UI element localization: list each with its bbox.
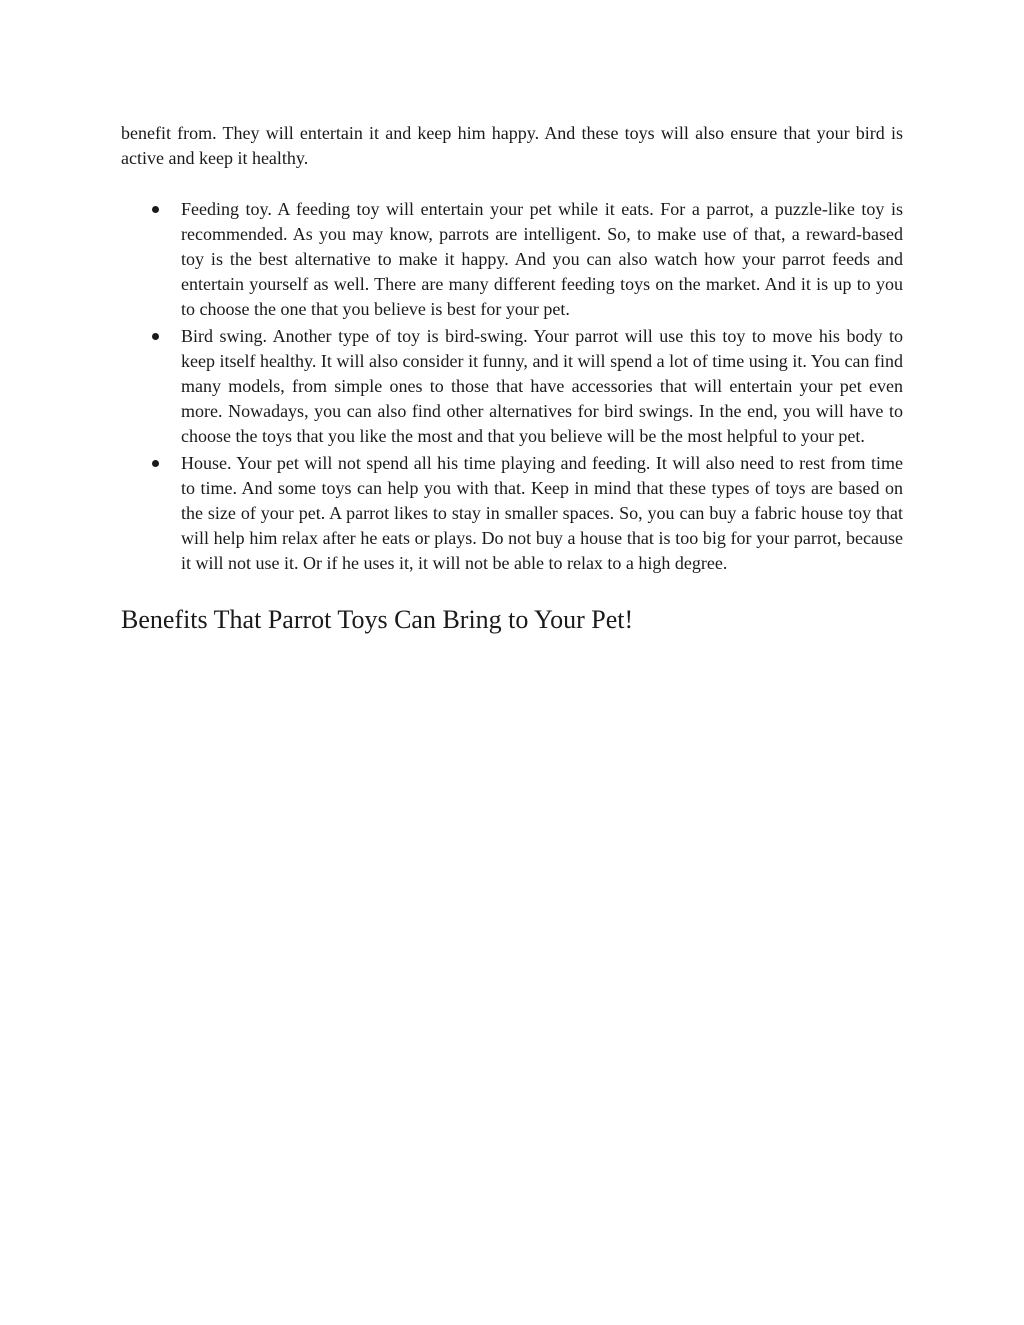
bullet-icon: [152, 206, 159, 213]
list-item-house: [121, 451, 903, 576]
list-item-text: Feeding toy. A feeding toy will entertain your pet while it eats. For a parrot, a puzzle-like toy is recommended. As you may know, parrots are intelligent. So, to make use of that, a reward-based toy is the best alternative to make it happy. And you can also watch how your parrot feeds and entertain yourself as well. There are many different feeding toys on the market. And it is up to you to choose the one that you believe is best for your pet.: [181, 199, 903, 319]
bullet-icon: [152, 460, 159, 467]
bullet-icon: [152, 333, 159, 340]
list-item-text: House. Your pet will not spend all his time playing and feeding. It will also need to rest from time to time. And some toys can help you with that. Keep in mind that these types of toys are based on the size of your pet. A parrot likes to stay in smaller spaces. So, you can buy a fabric house toy that will help him relax after he eats or plays. Do not buy a house that is too big for your parrot, because it will not use it. Or if he uses it, it will not be able to relax to a high degree.: [181, 453, 903, 573]
list-item-text: Bird swing. Another type of toy is bird-swing. Your parrot will use this toy to move his body to keep itself healthy. It will also consider it funny, and it will spend a lot of time using it. You can find many models, from simple ones to those that have accessories that will entertain your pet even more. Nowadays, you can also find other alternatives for bird swings. In the end, you will have to choose the toys that you like the most and that you believe will be the most helpful to your pet.: [181, 326, 903, 446]
toy-types-list: [121, 197, 903, 576]
section-heading: Benefits That Parrot Toys Can Bring to Your Pet!: [121, 605, 634, 634]
list-item-feeding-toy: [121, 197, 903, 322]
list-item-bird-swing: [121, 324, 903, 449]
document-page: [121, 121, 903, 636]
intro-paragraph: benefit from. They will entertain it and keep him happy. And these toys will also ensure that your bird is active and keep it healthy.: [121, 123, 903, 168]
